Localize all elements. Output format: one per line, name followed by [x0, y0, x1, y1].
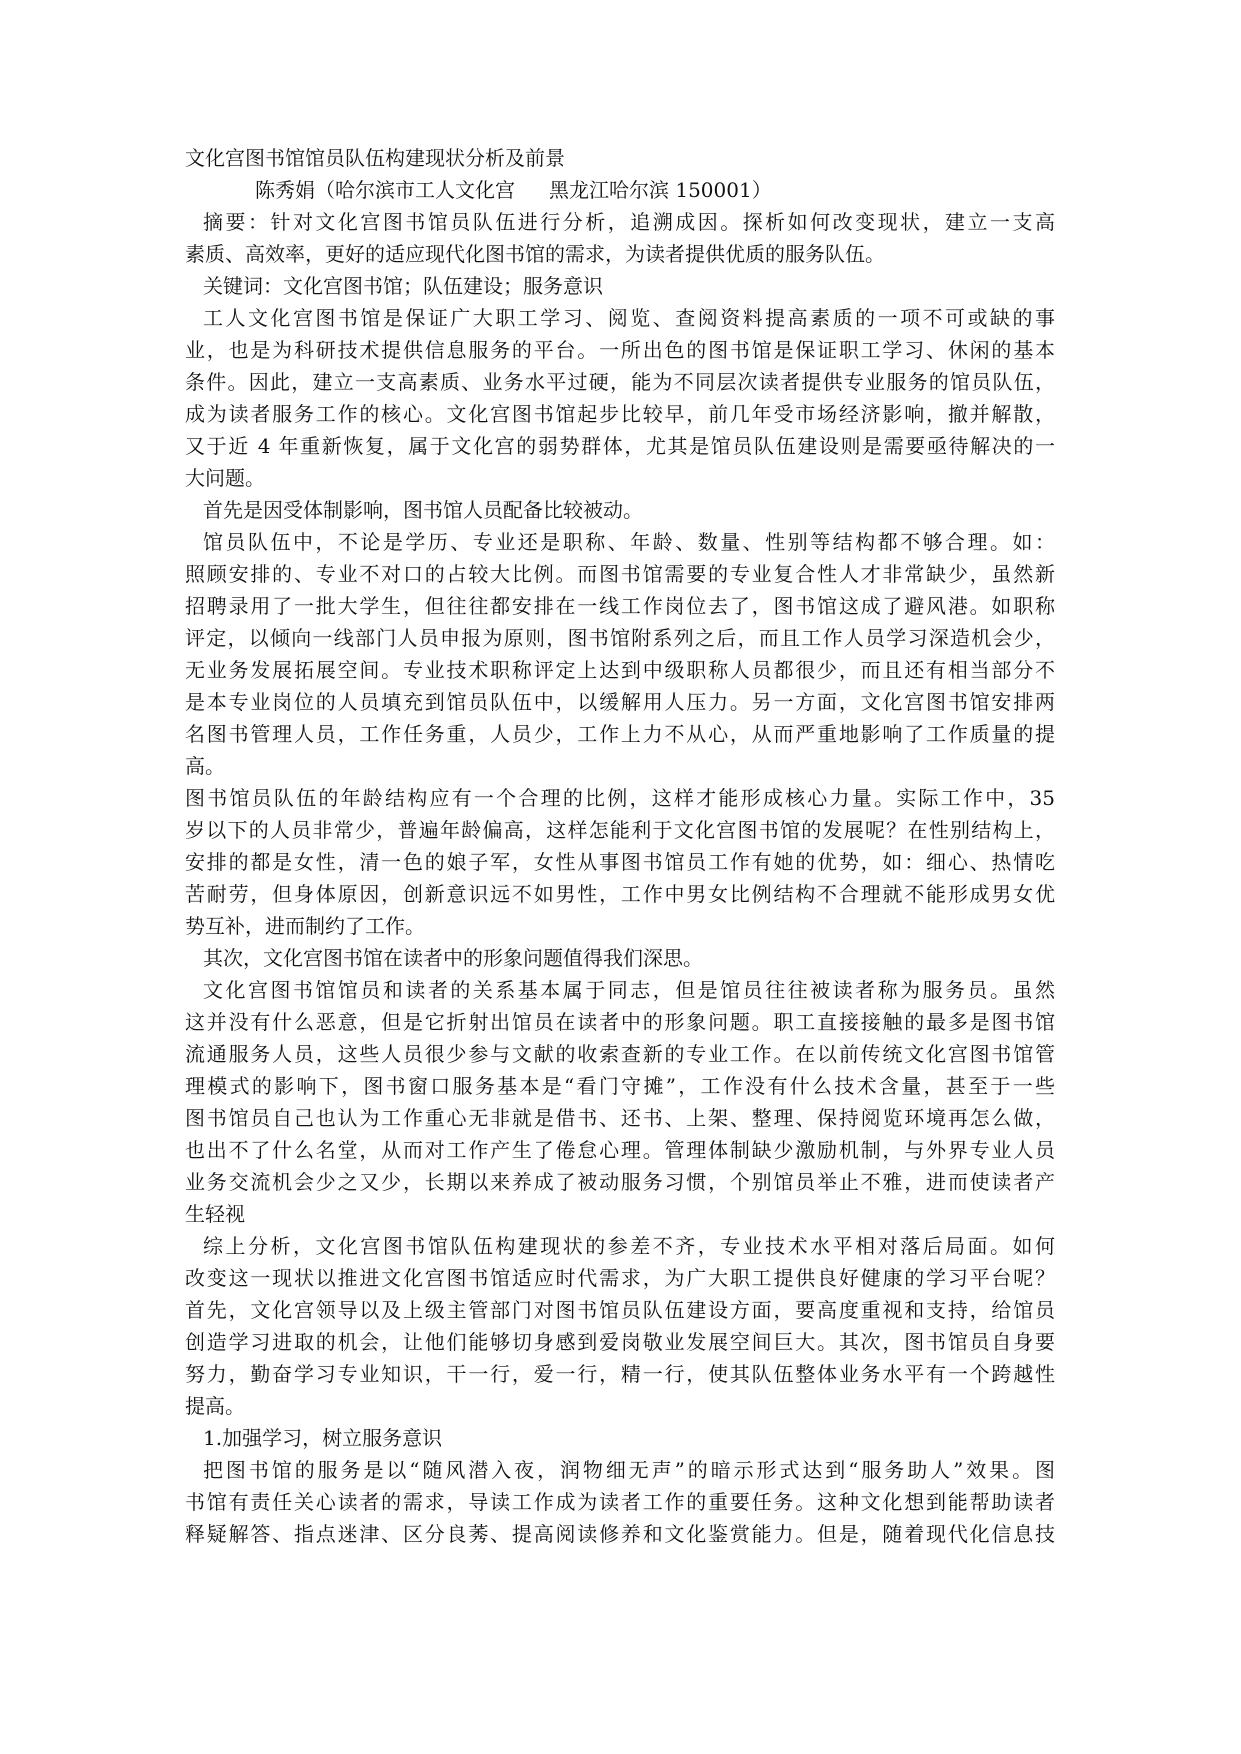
paragraph-2 — [185, 526, 1055, 782]
section-heading: 首先是因受体制影响，图书馆人员配备比较被动。 — [203, 498, 643, 522]
paragraph-line: 文化宫图书馆馆员和读者的关系基本属于同志，但是馆员往往被读者称为服务员。虽然 — [203, 978, 1055, 1002]
paragraph-line: 首先，文化宫领导以及上级主管部门对图书馆员队伍建设方面，要高度重视和支持，给馆员 — [185, 1298, 1055, 1322]
paragraph-line: 这并没有什么恶意，但是它折射出馆员在读者中的形象问题。职工直接接触的最多是图书馆 — [185, 1010, 1055, 1034]
paragraph-line: 释疑解答、指点迷津、区分良莠、提高阅读修养和文化鉴赏能力。但是，随着现代化信息技 — [185, 1522, 1055, 1546]
paragraph-line: 也出不了什么名堂，从而对工作产生了倦怠心理。管理体制缺少激励机制，与外界专业人员 — [185, 1138, 1055, 1162]
paragraph-line: 势互补，进而制约了工作。 — [185, 914, 425, 938]
paragraph-line: 改变这一现状以推进文化宫图书馆适应时代需求，为广大职工提供良好健康的学习平台呢？ — [185, 1266, 1055, 1290]
paragraph-line: 生轻视 — [185, 1202, 245, 1226]
paragraph-line: 馆员队伍中，不论是学历、专业还是职称、年龄、数量、性别等结构都不够合理。如： — [203, 530, 1055, 554]
paragraph-line: 招聘录用了一批大学生，但往往都安排在一线工作岗位去了，图书馆这成了避风港。如职称 — [185, 594, 1055, 618]
paragraph-line: 名图书管理人员，工作任务重，人员少，工作上力不从心，从而严重地影响了工作质量的提 — [185, 722, 1055, 746]
author-name: 陈秀娟（哈尔滨市工人文化宫 — [255, 178, 515, 202]
document-page — [185, 142, 1055, 1550]
paragraph-line: 图书馆员队伍的年龄结构应有一个合理的比例，这样才能形成核心力量。实际工作中，35 — [185, 786, 1055, 810]
paragraph-4 — [185, 974, 1055, 1230]
paragraph-line: 安排的都是女性，清一色的娘子军，女性从事图书馆员工作有她的优势，如：细心、热情吃 — [185, 850, 1055, 874]
author-line — [185, 174, 1055, 206]
author-address: 黑龙江哈尔滨 150001） — [549, 178, 772, 202]
keywords: 关键词：文化宫图书馆；队伍建设；服务意识 — [203, 274, 603, 298]
paragraph-line: 又于近 4 年重新恢复，属于文化宫的弱势群体，尤其是馆员队伍建设则是需要亟待解决的一 — [185, 434, 1055, 458]
paragraph-line: 是本专业岗位的人员填充到馆员队伍中，以缓解用人压力。另一方面，文化宫图书馆安排两 — [185, 690, 1055, 714]
paragraph-line: 评定，以倾向一线部门人员申报为原则，图书馆附系列之后，而且工作人员学习深造机会少， — [185, 626, 1055, 650]
paragraph-line: 提高。 — [185, 1394, 245, 1418]
document-title: 文化宫图书馆馆员队伍构建现状分析及前景 — [185, 146, 565, 170]
paragraph-line: 条件。因此，建立一支高素质、业务水平过硬，能为不同层次读者提供专业服务的馆员队伍， — [185, 370, 1055, 394]
section-heading: 其次，文化宫图书馆在读者中的形象问题值得我们深思。 — [203, 946, 703, 970]
paragraph-line: 理模式的影响下，图书窗口服务基本是“看门守摊”，工作没有什么技术含量，甚至于一些 — [185, 1074, 1055, 1098]
paragraph-line: 综上分析，文化宫图书馆队伍构建现状的参差不齐，专业技术水平相对落后局面。如何 — [203, 1234, 1055, 1258]
paragraph-6 — [185, 1454, 1055, 1550]
paragraph-line: 创造学习进取的机会，让他们能够切身感到爱岗敬业发展空间巨大。其次，图书馆员自身要 — [185, 1330, 1055, 1354]
paragraph-line: 流通服务人员，这些人员很少参与文献的收索查新的专业工作。在以前传统文化宫图书馆管 — [185, 1042, 1055, 1066]
paragraph-3 — [185, 782, 1055, 942]
abstract-line: 摘要：针对文化宫图书馆员队伍进行分析，追溯成因。探析如何改变现状，建立一支高 — [203, 210, 1055, 234]
paragraph-1 — [185, 302, 1055, 494]
abstract — [185, 206, 1055, 270]
paragraph-line: 努力，勤奋学习专业知识，干一行，爱一行，精一行，使其队伍整体业务水平有一个跨越性 — [185, 1362, 1055, 1386]
paragraph-line: 照顾安排的、专业不对口的占较大比例。而图书馆需要的专业复合性人才非常缺少，虽然新 — [185, 562, 1055, 586]
section-heading: 1.加强学习，树立服务意识 — [203, 1426, 443, 1450]
paragraph-line: 把图书馆的服务是以“随风潜入夜，润物细无声”的暗示形式达到“服务助人”效果。图 — [203, 1458, 1055, 1482]
paragraph-line: 图书馆员自己也认为工作重心无非就是借书、还书、上架、整理、保持阅览环境再怎么做， — [185, 1106, 1055, 1130]
paragraph-line: 大问题。 — [185, 466, 265, 490]
paragraph-line: 书馆有责任关心读者的需求，导读工作成为读者工作的重要任务。这种文化想到能帮助读者 — [185, 1490, 1055, 1514]
paragraph-5 — [185, 1230, 1055, 1422]
paragraph-line: 业务交流机会少之又少，长期以来养成了被动服务习惯，个别馆员举止不雅，进而使读者产 — [185, 1170, 1055, 1194]
paragraph-line: 无业务发展拓展空间。专业技术职称评定上达到中级职称人员都很少，而且还有相当部分不 — [185, 658, 1055, 682]
paragraph-line: 成为读者服务工作的核心。文化宫图书馆起步比较早，前几年受市场经济影响，撤并解散， — [185, 402, 1055, 426]
paragraph-line: 岁以下的人员非常少，普遍年龄偏高，这样怎能利于文化宫图书馆的发展呢？在性别结构上， — [185, 818, 1055, 842]
abstract-line: 素质、高效率，更好的适应现代化图书馆的需求，为读者提供优质的服务队伍。 — [185, 242, 885, 266]
paragraph-line: 业，也是为科研技术提供信息服务的平台。一所出色的图书馆是保证职工学习、休闲的基本 — [185, 338, 1055, 362]
paragraph-line: 高。 — [185, 754, 225, 778]
paragraph-line: 苦耐劳，但身体原因，创新意识远不如男性，工作中男女比例结构不合理就不能形成男女优 — [185, 882, 1055, 906]
paragraph-line: 工人文化宫图书馆是保证广大职工学习、阅览、查阅资料提高素质的一项不可或缺的事 — [203, 306, 1055, 330]
